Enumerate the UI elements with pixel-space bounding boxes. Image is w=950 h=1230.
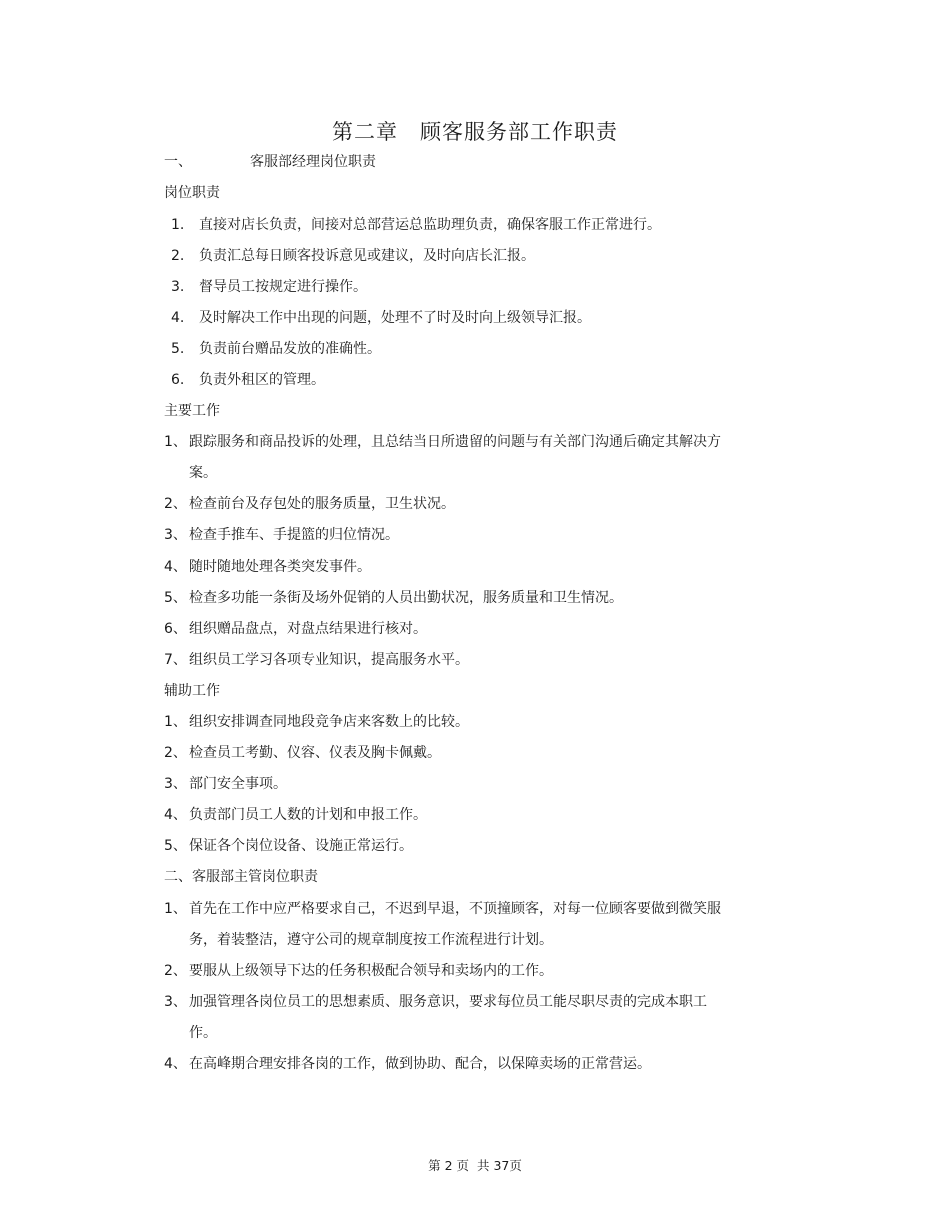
chapter-name: 顾客服务部工作职责 — [420, 120, 618, 144]
list-item-continuation: 作。 — [189, 1025, 217, 1041]
list-item-number: 5、 — [164, 590, 187, 606]
list-item-text: 组织员工学习各项专业知识，提高服务水平。 — [189, 652, 469, 668]
list-item — [171, 246, 535, 266]
list-item-text: 组织赠品盘点，对盘点结果进行核对。 — [189, 621, 427, 637]
list-item-number: 6、 — [164, 621, 187, 637]
list-item — [171, 277, 367, 297]
list-item — [171, 215, 661, 235]
list-item-text: 检查前台及存包处的服务质量，卫生状况。 — [189, 496, 455, 512]
list-item-number: 1、 — [164, 901, 187, 917]
chapter-number: 第二章 — [332, 120, 398, 144]
list-item — [164, 743, 441, 763]
page-number: 第 2 页 — [428, 1158, 469, 1173]
list-item — [164, 619, 427, 639]
list-item-text: 部门安全事项。 — [189, 776, 287, 792]
list-item — [164, 961, 553, 981]
list-item-text: 随时随地处理各类突发事件。 — [189, 559, 371, 575]
subsection-heading: 主要工作 — [164, 403, 220, 419]
list-item-number: 1、 — [164, 714, 187, 730]
list-item-text: 督导员工按规定进行操作。 — [199, 279, 367, 295]
list-item-text: 要服从上级领导下达的任务积极配合领导和卖场内的工作。 — [189, 963, 553, 979]
list-item-continuation: 务，着装整洁，遵守公司的规章制度按工作流程进行计划。 — [189, 932, 553, 948]
list-item-text: 检查多功能一条街及场外促销的人员出勤状况，服务质量和卫生情况。 — [189, 590, 623, 606]
page-total: 共 37页 — [477, 1158, 522, 1173]
list-item — [171, 370, 325, 390]
list-item-text: 直接对店长负责，间接对总部营运总监助理负责，确保客服工作正常进行。 — [199, 217, 661, 233]
section-heading: 二、客服部主管岗位职责 — [164, 869, 318, 885]
list-item-text: 在高峰期合理安排各岗的工作，做到协助、配合，以保障卖场的正常营运。 — [189, 1056, 651, 1072]
subsection-heading: 辅助工作 — [164, 683, 220, 699]
list-item — [164, 899, 721, 919]
list-item-number: 5、 — [164, 838, 187, 854]
section-number: 一、 — [164, 154, 192, 170]
list-item-number: 2、 — [164, 963, 187, 979]
list-item — [171, 339, 381, 359]
section-title: 客服部经理岗位职责 — [250, 154, 376, 170]
list-item-number: 4、 — [164, 559, 187, 575]
list-item-number: 5. — [171, 341, 185, 357]
list-item — [164, 588, 623, 608]
chapter-title — [0, 116, 950, 146]
list-item-text: 组织安排调查同地段竞争店来客数上的比较。 — [189, 714, 469, 730]
list-item-number: 1、 — [164, 434, 187, 450]
list-item — [171, 308, 591, 328]
list-item-number: 3、 — [164, 776, 187, 792]
section-heading — [164, 152, 376, 172]
list-item-text: 保证各个岗位设备、设施正常运行。 — [189, 838, 413, 854]
list-item — [164, 650, 469, 670]
list-item-text: 检查手推车、手提篮的归位情况。 — [189, 527, 399, 543]
list-item-number: 4、 — [164, 807, 187, 823]
page-footer — [0, 1156, 950, 1174]
list-item — [164, 992, 707, 1012]
list-item — [164, 774, 287, 794]
list-item-text: 及时解决工作中出现的问题，处理不了时及时向上级领导汇报。 — [199, 310, 591, 326]
list-item-number: 6. — [171, 372, 185, 388]
list-item — [164, 712, 469, 732]
list-item-text: 负责汇总每日顾客投诉意见或建议，及时向店长汇报。 — [199, 248, 535, 264]
list-item-number: 1. — [171, 217, 185, 233]
list-item — [164, 836, 413, 856]
list-item — [164, 432, 721, 452]
list-item-text: 负责部门员工人数的计划和申报工作。 — [189, 807, 427, 823]
list-item-number: 3、 — [164, 527, 187, 543]
list-item — [164, 557, 371, 577]
list-item-text: 检查员工考勤、仪容、仪表及胸卡佩戴。 — [189, 745, 441, 761]
list-item-number: 2、 — [164, 745, 187, 761]
list-item — [164, 805, 427, 825]
list-item-text: 负责外租区的管理。 — [199, 372, 325, 388]
list-item-number: 3、 — [164, 994, 187, 1010]
list-item-text: 加强管理各岗位员工的思想素质、服务意识，要求每位员工能尽职尽责的完成本职工 — [189, 994, 707, 1010]
list-item-text: 跟踪服务和商品投诉的处理，且总结当日所遗留的问题与有关部门沟通后确定其解决方 — [189, 434, 721, 450]
list-item-continuation: 案。 — [189, 465, 217, 481]
list-item-number: 2. — [171, 248, 185, 264]
list-item — [164, 1054, 651, 1074]
subsection-heading: 岗位职责 — [164, 185, 220, 201]
list-item — [164, 494, 455, 514]
list-item-number: 4. — [171, 310, 185, 326]
list-item-number: 4、 — [164, 1056, 187, 1072]
list-item — [164, 525, 399, 545]
list-item-number: 2、 — [164, 496, 187, 512]
list-item-text: 首先在工作中应严格要求自己，不迟到早退，不顶撞顾客，对每一位顾客要做到微笑服 — [189, 901, 721, 917]
list-item-number: 7、 — [164, 652, 187, 668]
list-item-text: 负责前台赠品发放的准确性。 — [199, 341, 381, 357]
list-item-number: 3. — [171, 279, 185, 295]
